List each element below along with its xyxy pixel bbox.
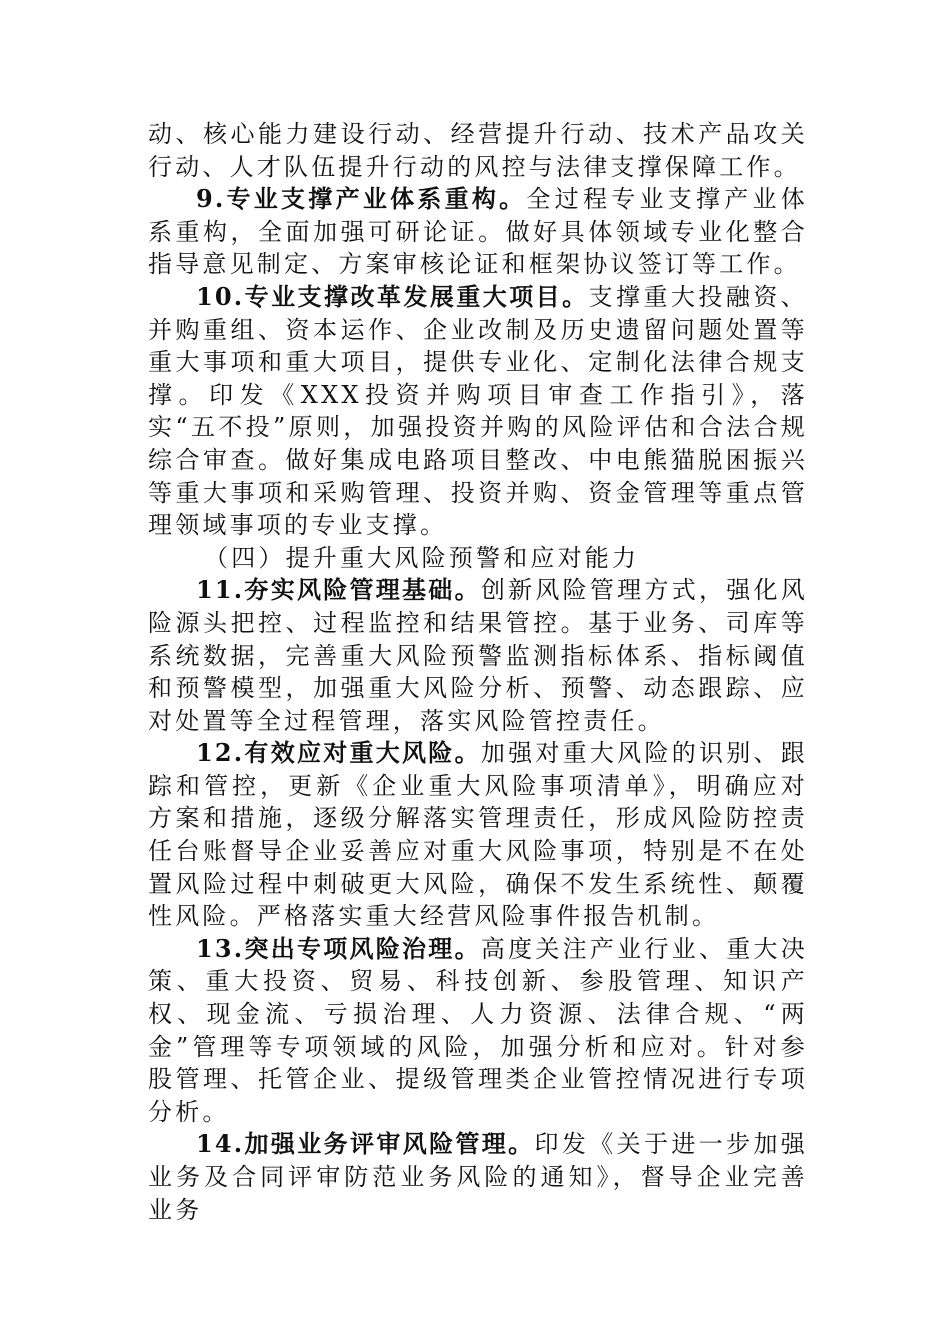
paragraph-text: 动、核心能力建设行动、经营提升行动、技术产品攻关行动、人才队伍提升行动的风控与法律支撑保障工作。	[148, 120, 808, 181]
paragraph-text: 印发《关于进一步加强业务及合同评审防范业务风险的通知》，督导企业完善业务	[148, 1130, 809, 1224]
item-heading: 9.专业支撑产业体系重构。	[196, 184, 527, 214]
paragraph-continuation	[148, 118, 808, 183]
paragraph-item-13	[148, 933, 808, 1129]
paragraph-text: 高度关注产业行业、重大决策、重大投资、贸易、科技创新、参股管理、知识产权、现金流、亏损治理、人力资源、法律合规、“两金”管理等专项领域的风险，加强分析和应对。针对参股管理、托管企业、提级管理类企业管控情况进行专项分析。	[148, 934, 808, 1126]
paragraph-text: 全过程专业支撑产业体系重构，全面加强可研论证。做好具体领域专业化整合指导意见制定、方案审核论证和框架协议签订等工作。	[148, 185, 808, 279]
paragraph-text: 创新风险管理方式，强化风险源头把控、过程监控和结果管控。基于业务、司库等系统数据，完善重大风险预警监测指标体系、指标阈值和预警模型，加强重大风险分析、预警、动态跟踪、应对处置等全过程管理，落实风险管控责任。	[148, 576, 808, 735]
document-body	[148, 118, 808, 1226]
paragraph-item-9	[148, 183, 808, 281]
paragraph-text: 加强对重大风险的识别、跟踪和管控，更新《企业重大风险事项清单》，明确应对方案和措施，逐级分解落实管理责任，形成风险防控责任台账督导企业妥善应对重大风险事项，特别是不在处置风险过程中刺破更大风险，确保不发生系统性、颠覆性风险。严格落实重大经营风险事件报告机制。	[148, 739, 808, 931]
item-heading: 10.专业支撑改革发展重大项目。	[196, 281, 589, 311]
item-heading: 11.夯实风险管理基础。	[196, 575, 481, 605]
paragraph-item-14	[148, 1128, 808, 1226]
item-heading: 14.加强业务评审风险管理。	[196, 1129, 535, 1159]
item-heading: 13.突出专项风险治理。	[196, 933, 481, 963]
paragraph-text: 支撑重大投融资、并购重组、资本运作、企业改制及历史遗留问题处置等重大事项和重大项目，提供专业化、定制化法律合规支撑。印发《XXX投资并购项目审查工作指引》，落实“五不投”原则，加强投资并购的风险评估和合法合规综合审查。做好集成电路项目整改、中电熊猫脱困振兴等重大事项和采购管理、投资并购、资金管理等重点管理领域事项的专业支撑。	[148, 282, 808, 540]
section-heading-text: （四）提升重大风险预警和应对能力	[204, 543, 640, 572]
paragraph-item-11	[148, 574, 808, 737]
paragraph-item-10	[148, 281, 808, 542]
paragraph-item-12	[148, 737, 808, 933]
section-heading	[148, 542, 808, 575]
item-heading: 12.有效应对重大风险。	[196, 738, 481, 768]
